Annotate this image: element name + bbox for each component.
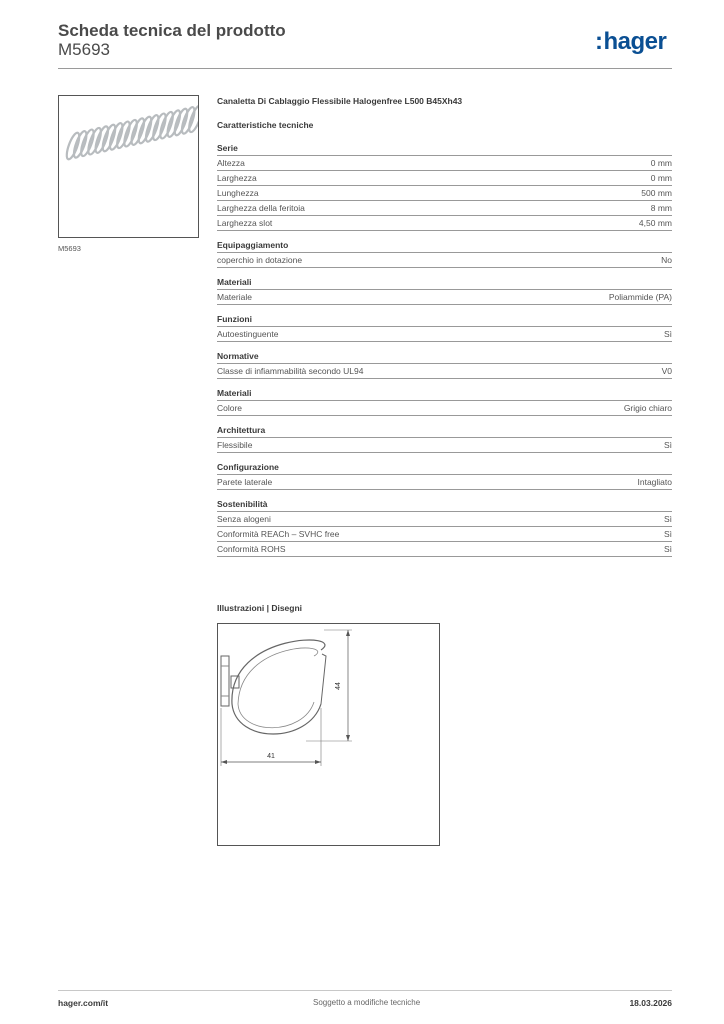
spec-value: No: [661, 255, 672, 265]
technical-drawing: [217, 623, 440, 846]
product-image-caption: M5693: [58, 244, 81, 253]
footer-note: Soggetto a modifiche tecniche: [313, 998, 421, 1007]
hager-logo: :hager: [595, 28, 667, 55]
spec-value: Intagliato: [637, 477, 672, 487]
dimension-width-label: 41: [267, 753, 275, 760]
cross-section-drawing: [218, 624, 439, 845]
spec-section-title: Sostenibilità: [217, 498, 672, 512]
spec-content: [217, 90, 672, 557]
spec-label: Classe di infiammabilità secondo UL94: [217, 366, 364, 376]
spec-section-title: Funzioni: [217, 313, 672, 327]
spec-row: [217, 156, 672, 171]
spec-label: Conformità REACh – SVHC free: [217, 529, 340, 539]
spec-label: Larghezza della feritoia: [217, 203, 305, 213]
spec-row: [217, 201, 672, 216]
spec-value: Sì: [663, 440, 672, 450]
spec-row: [217, 364, 672, 379]
spec-label: coperchio in dotazione: [217, 255, 303, 265]
spec-value: Sì: [663, 529, 672, 539]
page-title: Scheda tecnica del prodotto: [58, 21, 286, 40]
spec-value: Sì: [663, 514, 672, 524]
spec-section: [217, 350, 672, 379]
spec-section: [217, 498, 672, 557]
spec-section-title: Materiali: [217, 276, 672, 290]
spec-value: 500 mm: [641, 188, 672, 198]
spec-section: [217, 313, 672, 342]
spec-label: Larghezza slot: [217, 218, 273, 228]
spec-sections: [217, 142, 672, 557]
spec-value: Sì: [663, 329, 672, 339]
spec-section: [217, 424, 672, 453]
spec-row: [217, 542, 672, 557]
spec-value: 0 mm: [650, 158, 672, 168]
spec-value: Sì: [663, 544, 672, 554]
flexible-conduit-illustration: [59, 96, 198, 237]
spec-row: [217, 327, 672, 342]
logo-text: hager: [603, 28, 667, 55]
spec-section-title: Materiali: [217, 387, 672, 401]
spec-label: Flessibile: [217, 440, 253, 450]
spec-section-title: Configurazione: [217, 461, 672, 475]
spec-label: Materiale: [217, 292, 252, 302]
spec-row: [217, 290, 672, 305]
footer-date: 18.03.2026: [629, 998, 672, 1008]
spec-row: [217, 438, 672, 453]
product-title: Canaletta Di Cablaggio Flessibile Halogenfree L500 B45Xh43: [217, 96, 463, 106]
spec-section-title: Serie: [217, 142, 672, 156]
footer-website-link[interactable]: hager.com/it: [58, 998, 109, 1008]
illustrations-heading: Illustrazioni | Disegni: [217, 603, 303, 613]
spec-section: [217, 239, 672, 268]
spec-label: Altezza: [217, 158, 245, 168]
spec-row: [217, 512, 672, 527]
spec-label: Conformità ROHS: [217, 544, 286, 554]
spec-value: Grigio chiaro: [623, 403, 672, 413]
spec-row: [217, 527, 672, 542]
spec-row: [217, 216, 672, 231]
spec-row: [217, 401, 672, 416]
spec-section-title: Architettura: [217, 424, 672, 438]
spec-value: V0: [661, 366, 672, 376]
spec-section: [217, 387, 672, 416]
spec-value: 0 mm: [650, 173, 672, 183]
spec-row: [217, 475, 672, 490]
product-code: M5693: [58, 40, 110, 59]
spec-section: [217, 461, 672, 490]
spec-row: [217, 253, 672, 268]
spec-value: Poliammide (PA): [608, 292, 672, 302]
dimension-height-label: 44: [335, 682, 342, 690]
spec-label: Lunghezza: [217, 188, 259, 198]
spec-row: [217, 186, 672, 201]
spec-section-title: Equipaggiamento: [217, 239, 672, 253]
spec-label: Autoestinguente: [217, 329, 279, 339]
tech-heading: Caratteristiche tecniche: [217, 120, 314, 130]
spec-section: [217, 276, 672, 305]
spec-section-title: Normative: [217, 350, 672, 364]
spec-row: [217, 171, 672, 186]
spec-label: Larghezza: [217, 173, 257, 183]
footer-divider: [58, 990, 672, 991]
product-image: [58, 95, 199, 238]
spec-label: Senza alogeni: [217, 514, 271, 524]
spec-label: Parete laterale: [217, 477, 273, 487]
spec-value: 4,50 mm: [638, 218, 672, 228]
header-divider: [58, 68, 672, 69]
spec-section: [217, 142, 672, 231]
spec-value: 8 mm: [650, 203, 672, 213]
spec-label: Colore: [217, 403, 243, 413]
